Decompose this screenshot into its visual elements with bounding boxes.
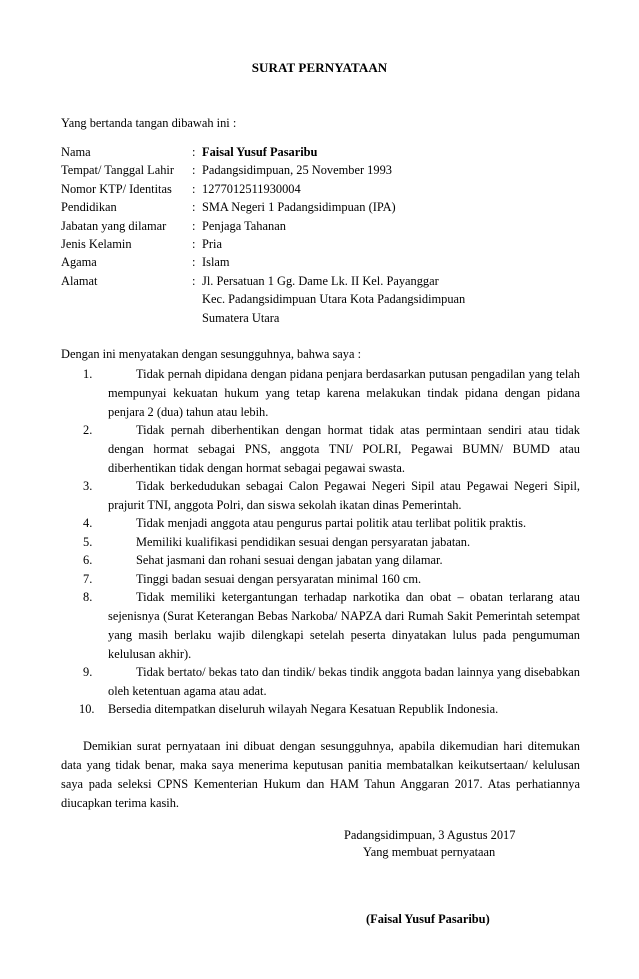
identity-row-position (61, 217, 581, 235)
identity-value: 1277012511930004 (202, 181, 301, 196)
identity-separator: : (192, 145, 196, 159)
identity-label: Nomor KTP/ Identitas (61, 181, 172, 196)
list-item (61, 477, 580, 514)
address-continuation (61, 309, 581, 327)
identity-value: Pria (202, 236, 222, 251)
item-text: Tidak berkedudukan sebagai Calon Pegawai Negeri Sipil atau Pegawai Negeri Sipil, prajurit TNI, anggota Polri, dan siswa sekolah ikatan dinas Pemerintah. (108, 479, 580, 512)
item-number: 2. (83, 423, 93, 437)
identity-row-gender (61, 235, 581, 253)
item-text: Tidak memiliki ketergantungan terhadap narkotika dan obat – obatan terlarang atau sejenisnya (Surat Keterangan Bebas Narkoba/ NAPZA dari Rumah Sakit Pemerintah setempat yang masih berlaku wajib dilengkapi setelah peserta dinyatakan lulus pada pengumuman kelulusan akhir). (108, 590, 580, 661)
identity-separator: : (192, 218, 196, 233)
identity-separator: : (192, 236, 196, 251)
identity-row-ktp (61, 180, 581, 198)
identity-separator: : (192, 163, 196, 178)
list-item (61, 514, 580, 533)
list-item (61, 663, 580, 700)
identity-separator: : (192, 200, 196, 215)
item-number: 4. (83, 516, 93, 530)
item-text: Tidak menjadi anggota atau pengurus partai politik atau terlibat politik praktis. (136, 516, 527, 530)
item-number: 7. (83, 571, 93, 586)
item-number: 10. (79, 702, 95, 717)
statement-list (61, 365, 580, 719)
identity-value: Padangsidimpuan, 25 November 1993 (202, 163, 392, 178)
identity-label: Pendidikan (61, 200, 117, 215)
identity-value: Jl. Persatuan 1 Gg. Dame Lk. II Kel. Payanggar (202, 273, 439, 288)
intro-text: Yang bertanda tangan dibawah ini : (61, 116, 237, 130)
identity-table (61, 143, 581, 327)
item-number: 1. (83, 367, 93, 381)
identity-separator: : (192, 273, 196, 288)
list-item (61, 365, 580, 421)
identity-row-religion (61, 253, 581, 271)
item-number: 6. (83, 553, 93, 568)
identity-value: Penjaga Tahanan (202, 218, 286, 233)
item-number: 5. (83, 534, 93, 549)
identity-value: Faisal Yusuf Pasaribu (202, 145, 318, 159)
list-item (61, 700, 580, 719)
item-text: Sehat jasmani dan rohani sesuai dengan jabatan yang dilamar. (136, 553, 443, 568)
item-text: Tidak pernah dipidana dengan pidana penjara berdasarkan putusan pengadilan yang telah mempunyai kekuatan hukum yang tetap karena melakukan tindak pidana dengan pidana penjara 2 (dua) tahun atau lebih. (108, 367, 580, 419)
place-date: Padangsidimpuan, 3 Agustus 2017 (344, 828, 516, 842)
item-text: Bersedia ditempatkan diseluruh wilayah Negara Kesatuan Republik Indonesia. (108, 702, 499, 717)
list-item (61, 588, 580, 663)
list-item (61, 421, 580, 477)
item-text: Tinggi badan sesuai dengan persyaratan minimal 160 cm. (136, 571, 422, 586)
identity-label: Jabatan yang dilamar (61, 218, 167, 233)
identity-row-education (61, 198, 581, 216)
identity-row-birth (61, 161, 581, 179)
identity-label: Nama (61, 145, 91, 159)
item-text: Tidak pernah diberhentikan dengan hormat tidak atas permintaan sendiri atau tidak dengan hormat sebagai PNS, anggota TNI/ POLRI, Pegawai BUMN/ BUMD atau diberhentikan tidak dengan hormat sebagai pegawai swasta. (108, 423, 580, 475)
item-text: Tidak bertato/ bekas tato dan tindik/ bekas tindik anggota badan lainnya yang disebabkan oleh ketentuan agama atau adat. (108, 665, 580, 699)
identity-row-name (61, 143, 581, 161)
identity-label: Jenis Kelamin (61, 236, 132, 251)
statement-lead: Dengan ini menyatakan dengan sesungguhnya, bahwa saya : (61, 347, 362, 361)
signatory-name: (Faisal Yusuf Pasaribu) (366, 912, 490, 926)
list-item (61, 533, 580, 552)
maker-label: Yang membuat pernyataan (363, 845, 496, 859)
item-number: 3. (83, 479, 93, 493)
identity-row-address (61, 272, 581, 290)
identity-separator: : (192, 181, 196, 196)
document-title: SURAT PERNYATAAN (251, 60, 388, 75)
identity-value: Islam (202, 255, 230, 270)
identity-label: Agama (61, 255, 97, 270)
list-item (61, 551, 580, 570)
address-line: Sumatera Utara (202, 310, 280, 325)
list-item (61, 570, 580, 589)
identity-label: Tempat/ Tanggal Lahir (61, 163, 174, 178)
identity-value: SMA Negeri 1 Padangsidimpuan (IPA) (202, 200, 396, 215)
address-line: Kec. Padangsidimpuan Utara Kota Padangsidimpuan (202, 292, 466, 307)
address-continuation (61, 290, 581, 308)
identity-separator: : (192, 255, 196, 270)
item-text: Memiliki kualifikasi pendidikan sesuai dengan persyaratan jabatan. (136, 534, 471, 549)
item-number: 8. (83, 590, 93, 605)
identity-label: Alamat (61, 273, 98, 288)
closing-paragraph: Demikian surat pernyataan ini dibuat dengan sesungguhnya, apabila dikemudian hari ditemukan data yang tidak benar, maka saya menerima keputusan panitia membatalkan keikutsertaan/ kelulusan saya pada seleksi CPNS Kementerian Hukum dan HAM Tahun Anggaran 2017. Atas perhatiannya diucapkan terima kasih. (61, 739, 580, 810)
item-number: 9. (83, 665, 93, 680)
